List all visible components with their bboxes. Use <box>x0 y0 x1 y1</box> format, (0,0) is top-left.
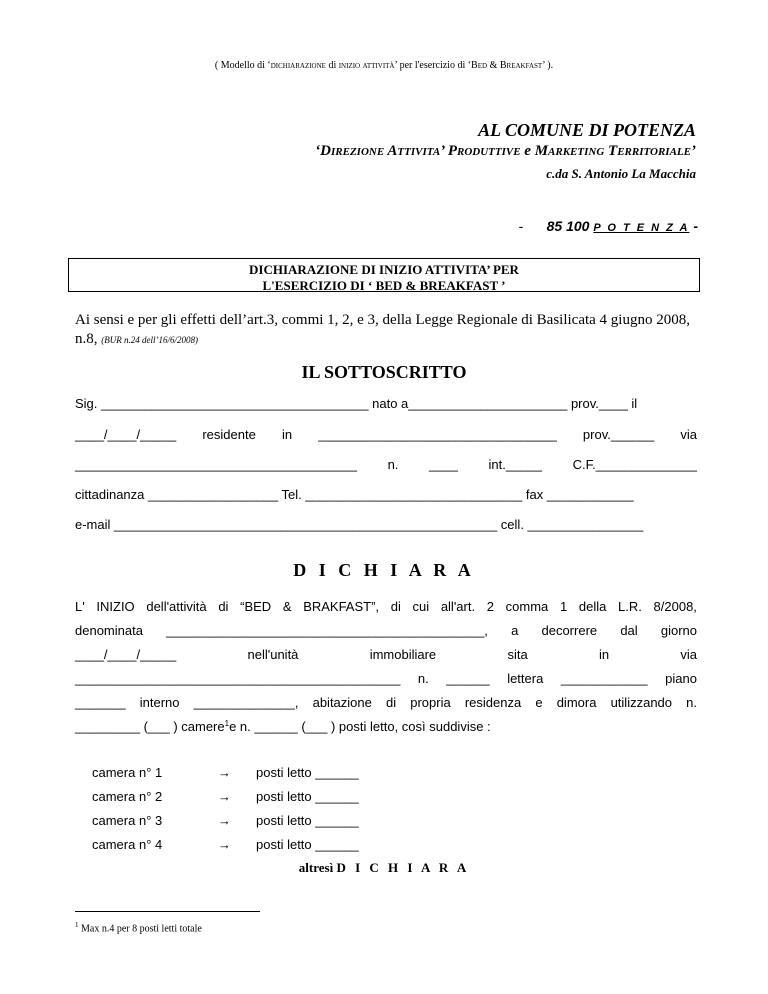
footnote-ref: 1 <box>224 719 230 728</box>
document-title-box <box>68 258 700 292</box>
footnote: $^1$ Max n.4 per 8 posti letti totale <box>75 921 202 935</box>
room-row[interactable]: camera n° 1 → posti letto ______ <box>92 765 359 780</box>
section-heading-sottoscritto: IL SOTTOSCRITTO <box>301 362 467 382</box>
room-row[interactable]: camera n° 3 → posti letto ______ <box>92 813 359 828</box>
recipient-department: ‘Direzione Attivita’ Produttive e Marketing Territoriale’ <box>315 143 696 159</box>
arrow-right-icon: → <box>218 837 231 852</box>
footnote-divider <box>75 911 260 912</box>
section-heading-altresi: altresì D I C H I A R A <box>298 860 470 875</box>
paragraph-line-6[interactable]: _________ (___ ) camere 1 e n. ______ (___ ) posti letto, così suddivise : <box>75 719 491 734</box>
room-row[interactable]: camera n° 4 → posti letto ______ <box>92 837 359 852</box>
paragraph-line-2[interactable]: denominata ____________________________________________, a decorrere dal giorno <box>75 623 697 638</box>
document-title-line2: L'ESERCIZIO DI ‘ BED & BREAKFAST ’ <box>262 278 506 293</box>
document-title-line1: DICHIARAZIONE DI INIZIO ATTIVITA’ PER <box>249 262 519 277</box>
form-row-residence[interactable]: ____/____/_____ residente in _________________________________ prov.______ via <box>75 427 697 442</box>
form-row-email[interactable]: e-mail _____________________________________________________ cell. ________________ <box>75 517 644 532</box>
form-row-name[interactable]: Sig. _____________________________________ nato a______________________ prov.____ il <box>75 396 638 411</box>
arrow-right-icon: → <box>218 813 231 828</box>
paragraph-line-1: L' INIZIO dell'attività di “BED & BRAKFAST”, di cui all'art. 2 comma 1 della L.R. 8/2008, <box>75 599 697 614</box>
form-row-citizenship[interactable]: cittadinanza __________________ Tel. ______________________________ fax ____________ <box>75 487 634 502</box>
arrow-right-icon: → <box>218 765 231 780</box>
recipient-office: AL COMUNE DI POTENZA <box>478 120 696 140</box>
paragraph-line-5[interactable]: _______ interno ______________, abitazione di propria residenza e dimora utilizzando n. <box>75 695 697 710</box>
paragraph-line-3[interactable]: ____/____/_____ nell'unità immobiliare sita in via <box>75 647 697 662</box>
form-row-street[interactable]: _______________________________________ n. ____ int._____ C.F.______________ <box>75 457 697 472</box>
recipient-city: - 85 100 P O T E N Z A - <box>518 218 698 234</box>
recipient-address: c.da S. Antonio La Macchia <box>546 166 696 181</box>
paragraph-line-4[interactable]: _____________________________________________ n. ______ lettera ____________ piano <box>75 671 697 686</box>
section-heading-dichiara: D I C H I A R A <box>293 560 475 580</box>
legal-reference-line1: Ai sensi e per gli effetti dell’art.3, commi 1, 2, e 3, della Legge Regionale di Basilicata 4 giugno 2008, <box>75 312 690 328</box>
arrow-right-icon: → <box>218 789 231 804</box>
room-row[interactable]: camera n° 2 → posti letto ______ <box>92 789 359 804</box>
model-note: ( Modello di ‘dichiarazione di inizio attività’ per l'esercizio di ‘Bed & Breakfast’ ). <box>214 60 554 71</box>
legal-reference-line2: n.8, (BUR n.24 dell’16/6/2008) <box>75 331 198 347</box>
